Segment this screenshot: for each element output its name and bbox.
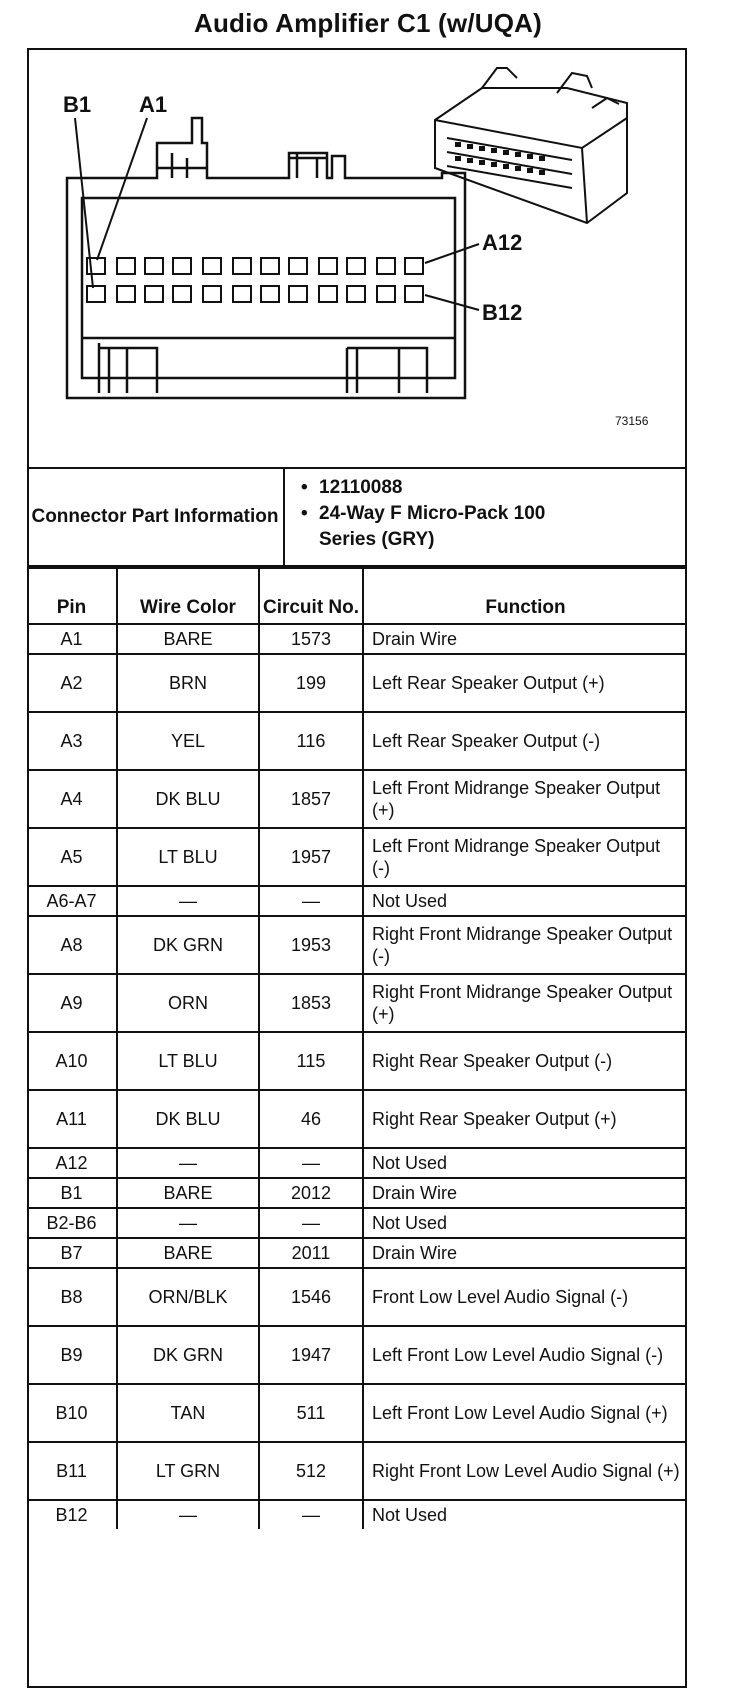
function-cell: Left Rear Speaker Output (+)	[363, 654, 687, 712]
pin-b10	[347, 286, 365, 302]
circuit-cell: 115	[259, 1032, 363, 1090]
table-row	[27, 1500, 687, 1529]
pin-cell: B10	[27, 1384, 117, 1442]
pin-header: Pin	[27, 568, 117, 624]
connector-part-info	[27, 469, 687, 567]
function-cell: Left Front Low Level Audio Signal (+)	[363, 1384, 687, 1442]
bottom-right-foot	[347, 348, 427, 393]
figure-number: 73156	[615, 414, 649, 428]
function-cell: Not Used	[363, 1208, 687, 1238]
wire-color-cell: DK GRN	[117, 1326, 259, 1384]
pin-cell: A12	[27, 1148, 117, 1178]
wire-color-cell: LT GRN	[117, 1442, 259, 1500]
b1-leader-line	[75, 118, 93, 288]
page-title: Audio Amplifier C1 (w/UQA)	[193, 8, 542, 38]
function-cell: Right Rear Speaker Output (-)	[363, 1032, 687, 1090]
pin-b3	[145, 286, 163, 302]
table-row	[27, 974, 687, 1032]
function-cell: Right Front Midrange Speaker Output (+)	[363, 974, 687, 1032]
circuit-cell: 1573	[259, 624, 363, 654]
connector-info-item: • 24-Way F Micro-Pack 100 Series (GRY)	[299, 501, 579, 553]
connector-diagram	[27, 48, 687, 469]
circuit-cell: 2011	[259, 1238, 363, 1268]
function-cell: Right Front Low Level Audio Signal (+)	[363, 1442, 687, 1500]
circuit-header: Circuit No.	[259, 568, 363, 624]
a1-leader-line	[97, 118, 147, 260]
bottom-left-foot	[99, 343, 157, 393]
pin-cell: A3	[27, 712, 117, 770]
pin-a8	[289, 258, 307, 274]
circuit-cell: 1957	[259, 828, 363, 886]
pin-cell: B12	[27, 1500, 117, 1529]
circuit-cell: 1947	[259, 1326, 363, 1384]
function-cell: Front Low Level Audio Signal (-)	[363, 1268, 687, 1326]
pin-a7	[261, 258, 279, 274]
table-row	[27, 1178, 687, 1208]
table-row	[27, 1326, 687, 1384]
pin-b11	[377, 286, 395, 302]
pin-cell: A5	[27, 828, 117, 886]
function-cell: Left Front Midrange Speaker Output (-)	[363, 828, 687, 886]
wire-color-cell: LT BLU	[117, 828, 259, 886]
pin-a10	[347, 258, 365, 274]
wire-color-cell: LT BLU	[117, 1032, 259, 1090]
pin-cell: A10	[27, 1032, 117, 1090]
table-row	[27, 886, 687, 916]
pin-cell: B11	[27, 1442, 117, 1500]
table-row	[27, 770, 687, 828]
function-cell: Not Used	[363, 886, 687, 916]
a12-label: A12	[482, 230, 523, 255]
pin-cell: A8	[27, 916, 117, 974]
wire-color-cell: DK BLU	[117, 1090, 259, 1148]
circuit-cell: —	[259, 1148, 363, 1178]
function-cell: Left Front Low Level Audio Signal (-)	[363, 1326, 687, 1384]
function-cell: Left Front Midrange Speaker Output (+)	[363, 770, 687, 828]
table-row	[27, 1268, 687, 1326]
pin-b5	[203, 286, 221, 302]
table-row	[27, 1208, 687, 1238]
pin-b7	[261, 286, 279, 302]
table-row	[27, 1384, 687, 1442]
pin-cell: A4	[27, 770, 117, 828]
b1-label: B1	[63, 92, 92, 117]
left-latch	[157, 153, 207, 178]
wire-color-cell: —	[117, 886, 259, 916]
table-row	[27, 624, 687, 654]
pin-cavities	[87, 258, 423, 302]
table-row	[27, 828, 687, 886]
pinout-table	[27, 567, 687, 1529]
a12-leader-line	[425, 244, 479, 263]
pin-a4	[173, 258, 191, 274]
wire-color-cell: DK GRN	[117, 916, 259, 974]
pin-a2	[117, 258, 135, 274]
wire-color-cell: DK BLU	[117, 770, 259, 828]
pin-b4	[173, 286, 191, 302]
circuit-cell: 511	[259, 1384, 363, 1442]
circuit-cell: 512	[259, 1442, 363, 1500]
pin-cell: A2	[27, 654, 117, 712]
a1-label: A1	[139, 92, 168, 117]
pin-cell: B7	[27, 1238, 117, 1268]
function-header: Function	[363, 568, 687, 624]
pin-cell: B8	[27, 1268, 117, 1326]
circuit-cell: —	[259, 1208, 363, 1238]
pin-b2	[117, 286, 135, 302]
pin-a11	[377, 258, 395, 274]
circuit-cell: 1857	[259, 770, 363, 828]
function-cell: Not Used	[363, 1500, 687, 1529]
wire-color-cell: BRN	[117, 654, 259, 712]
wire-color-cell: —	[117, 1148, 259, 1178]
circuit-cell: 1853	[259, 974, 363, 1032]
function-cell: Drain Wire	[363, 624, 687, 654]
wire-color-header: Wire Color	[117, 568, 259, 624]
table-row	[27, 1238, 687, 1268]
b12-leader-line	[425, 295, 479, 310]
function-cell: Right Rear Speaker Output (+)	[363, 1090, 687, 1148]
wire-color-cell: BARE	[117, 1178, 259, 1208]
wire-color-cell: ORN	[117, 974, 259, 1032]
pin-b9	[319, 286, 337, 302]
table-row	[27, 1032, 687, 1090]
circuit-cell: —	[259, 1500, 363, 1529]
function-cell: Drain Wire	[363, 1238, 687, 1268]
pin-b8	[289, 286, 307, 302]
table-row	[27, 1148, 687, 1178]
connector-drawing	[27, 48, 687, 467]
circuit-cell: 116	[259, 712, 363, 770]
right-latch	[289, 153, 327, 178]
pin-a5	[203, 258, 221, 274]
table-row	[27, 654, 687, 712]
pin-cell: B9	[27, 1326, 117, 1384]
pin-cell: B1	[27, 1178, 117, 1208]
pin-a9	[319, 258, 337, 274]
wire-color-cell: BARE	[117, 1238, 259, 1268]
wire-color-cell: YEL	[117, 712, 259, 770]
table-row	[27, 1090, 687, 1148]
pin-cell: A6-A7	[27, 886, 117, 916]
table-header-row	[27, 568, 687, 624]
wire-color-cell: ORN/BLK	[117, 1268, 259, 1326]
wire-color-cell: —	[117, 1500, 259, 1529]
table-row	[27, 1442, 687, 1500]
pin-a3	[145, 258, 163, 274]
circuit-cell: 46	[259, 1090, 363, 1148]
pin-b1	[87, 286, 105, 302]
pin-a12	[405, 258, 423, 274]
pin-cell: B2-B6	[27, 1208, 117, 1238]
circuit-cell: 2012	[259, 1178, 363, 1208]
function-cell: Left Rear Speaker Output (-)	[363, 712, 687, 770]
pin-cell: A1	[27, 624, 117, 654]
function-cell: Drain Wire	[363, 1178, 687, 1208]
pin-cell: A11	[27, 1090, 117, 1148]
pin-a6	[233, 258, 251, 274]
pin-b6	[233, 286, 251, 302]
wire-color-cell: —	[117, 1208, 259, 1238]
circuit-cell: 199	[259, 654, 363, 712]
function-cell: Not Used	[363, 1148, 687, 1178]
pin-cell: A9	[27, 974, 117, 1032]
connector-info-list	[299, 475, 579, 553]
b12-label: B12	[482, 300, 523, 325]
pin-b12	[405, 286, 423, 302]
table-row	[27, 712, 687, 770]
circuit-cell: 1546	[259, 1268, 363, 1326]
wire-color-cell: TAN	[117, 1384, 259, 1442]
connector-info-item: • 12110088	[299, 475, 579, 501]
function-cell: Right Front Midrange Speaker Output (-)	[363, 916, 687, 974]
circuit-cell: —	[259, 886, 363, 916]
connector-info-label: Connector Part Information	[27, 469, 285, 565]
wire-color-cell: BARE	[117, 624, 259, 654]
circuit-cell: 1953	[259, 916, 363, 974]
table-row	[27, 916, 687, 974]
